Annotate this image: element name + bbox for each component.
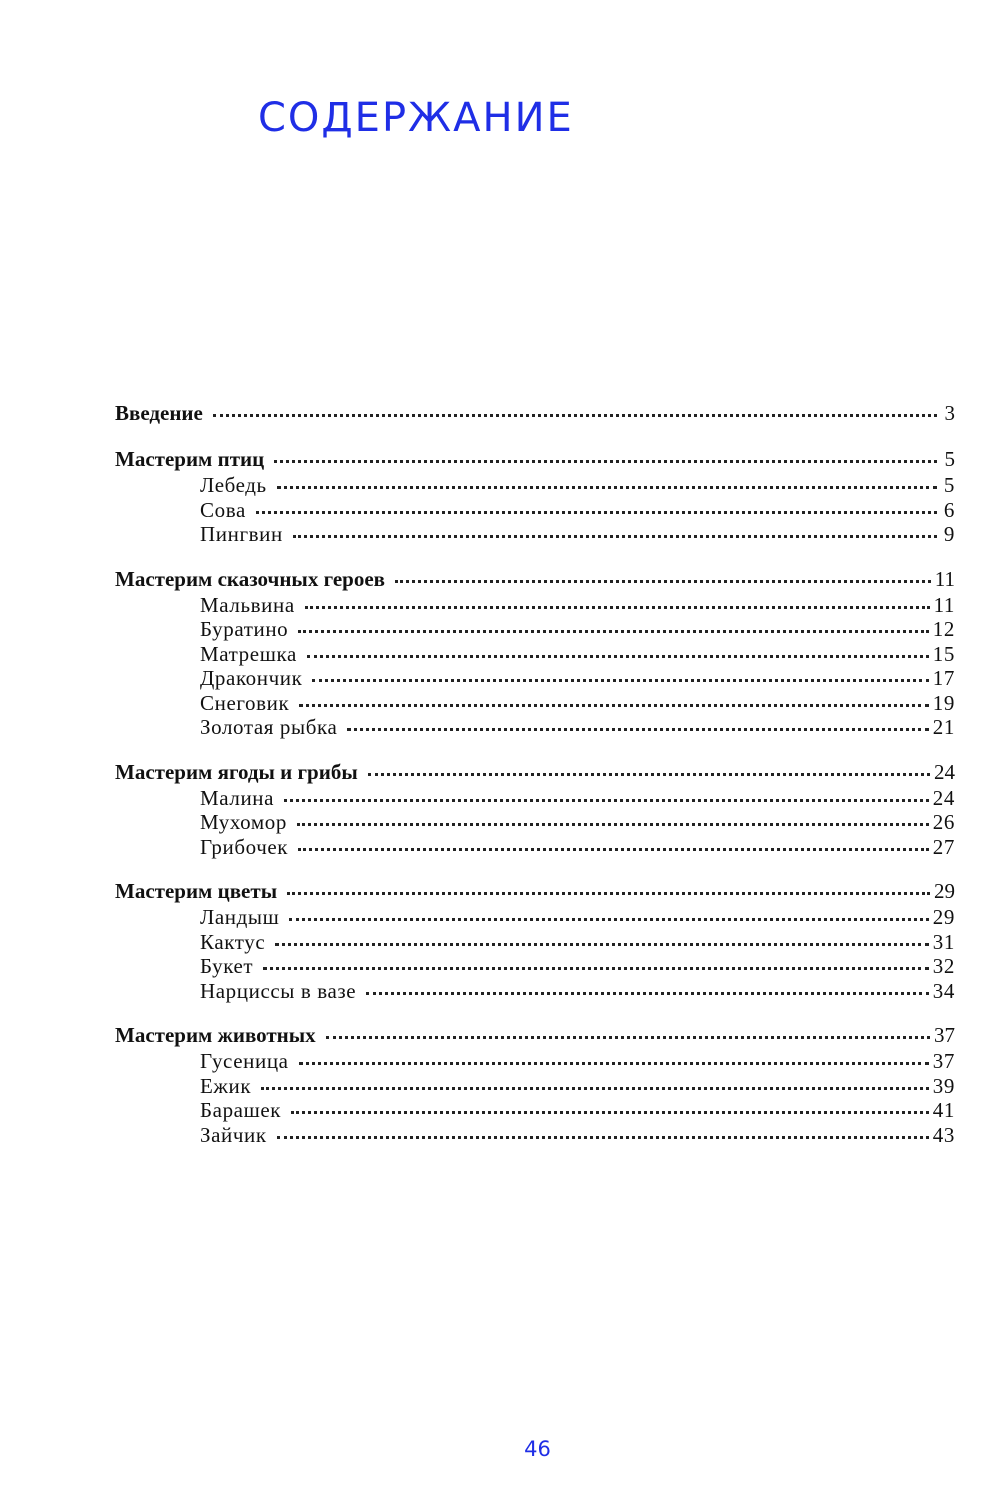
toc-entry-label: Барашек: [200, 1098, 282, 1122]
toc-entry-label: Кактус: [200, 929, 266, 954]
toc-entry-page: 19: [932, 690, 955, 715]
dot-leader: [299, 1056, 929, 1065]
toc-item[interactable]: [115, 642, 955, 667]
toc-entry-page: 39: [932, 1073, 955, 1098]
toc-section: [115, 878, 955, 1003]
toc-item[interactable]: [115, 522, 955, 547]
toc-entry-page: 37: [934, 1023, 955, 1047]
toc-entry-page: 37: [932, 1049, 955, 1073]
toc-section-heading[interactable]: [115, 878, 955, 905]
toc-item[interactable]: [115, 498, 955, 523]
page-number: 46: [524, 1437, 551, 1461]
toc-entry-page: 21: [932, 715, 955, 739]
toc-item[interactable]: [115, 473, 955, 498]
dot-leader: [298, 842, 929, 851]
dot-leader: [284, 793, 929, 802]
toc-section-heading[interactable]: [115, 1022, 955, 1049]
toc-item[interactable]: [115, 1123, 955, 1148]
toc-item[interactable]: [115, 593, 955, 618]
toc-section-heading[interactable]: [115, 400, 955, 427]
toc-section: [115, 1022, 955, 1147]
toc-item[interactable]: [115, 905, 955, 930]
toc-entry-page: 5: [944, 447, 955, 471]
dot-leader: [326, 1030, 930, 1039]
dot-leader: [298, 624, 929, 633]
toc-entry-label: Малина: [200, 785, 275, 810]
toc-entry-label: Мастерим сказочных героев: [115, 566, 385, 591]
toc-entry-label: Мастерим цветы: [115, 879, 278, 903]
toc-entry-page: 6: [943, 497, 955, 522]
toc-section-heading[interactable]: [115, 566, 955, 593]
toc-item[interactable]: [115, 954, 955, 979]
toc-entry-label: Матрешка: [200, 641, 297, 666]
toc-entry-label: Золотая рыбка: [200, 715, 338, 739]
dot-leader: [277, 1130, 929, 1139]
toc-entry-page: 34: [932, 978, 955, 1003]
toc-entry-page: 12: [932, 617, 955, 641]
dot-leader: [213, 408, 937, 417]
toc-entry-page: 29: [934, 879, 955, 903]
toc-item[interactable]: [115, 810, 955, 835]
toc-section-heading[interactable]: [115, 446, 955, 473]
toc-entry-page: 24: [934, 759, 955, 784]
table-of-contents: [115, 400, 955, 1166]
toc-item[interactable]: [115, 715, 955, 740]
toc-item[interactable]: [115, 666, 955, 691]
dot-leader: [289, 912, 928, 921]
toc-section: [115, 566, 955, 740]
toc-entry-label: Мастерим птиц: [115, 447, 265, 471]
toc-entry-label: Грибочек: [200, 834, 289, 859]
toc-entry-label: Зайчик: [200, 1122, 267, 1147]
toc-item[interactable]: [115, 1049, 955, 1074]
toc-section: [115, 446, 955, 547]
toc-section: [115, 759, 955, 860]
toc-item[interactable]: [115, 979, 955, 1004]
toc-item[interactable]: [115, 1098, 955, 1123]
toc-entry-page: 31: [932, 929, 955, 954]
dot-leader: [307, 649, 929, 658]
toc-entry-label: Пингвин: [200, 522, 283, 546]
toc-item[interactable]: [115, 617, 955, 642]
toc-entry-page: 5: [943, 473, 955, 497]
dot-leader: [299, 698, 928, 707]
dot-leader: [256, 505, 937, 514]
dot-leader: [287, 886, 930, 895]
toc-section-heading[interactable]: [115, 759, 955, 786]
dot-leader: [277, 480, 937, 489]
page-title: СОДЕРЖАНИЕ: [258, 95, 574, 141]
toc-entry-label: Мальвина: [200, 592, 295, 617]
toc-entry-page: 3: [944, 401, 955, 425]
toc-entry-page: 11: [934, 566, 955, 591]
toc-entry-label: Ежик: [200, 1073, 252, 1098]
dot-leader: [291, 1105, 929, 1114]
toc-entry-page: 9: [943, 522, 955, 546]
dot-leader: [293, 529, 937, 538]
toc-entry-label: Сова: [200, 497, 246, 522]
toc-item[interactable]: [115, 930, 955, 955]
toc-item[interactable]: [115, 691, 955, 716]
toc-entry-page: 27: [932, 834, 955, 859]
toc-entry-label: Мастерим ягоды и грибы: [115, 759, 358, 784]
toc-entry-page: 41: [932, 1098, 955, 1122]
toc-entry-label: Мастерим животных: [115, 1023, 316, 1047]
toc-section: [115, 400, 955, 427]
dot-leader: [297, 817, 929, 826]
toc-item[interactable]: [115, 835, 955, 860]
toc-entry-label: Ландыш: [200, 905, 280, 929]
toc-entry-page: 29: [932, 905, 955, 929]
toc-entry-label: Снеговик: [200, 690, 290, 715]
toc-entry-label: Нарциссы в вазе: [200, 978, 357, 1003]
toc-entry-page: 15: [932, 641, 955, 666]
dot-leader: [263, 961, 929, 970]
toc-entry-page: 11: [933, 592, 955, 617]
toc-entry-label: Буратино: [200, 617, 289, 641]
toc-entry-label: Букет: [200, 954, 254, 978]
toc-entry-label: Мухомор: [200, 810, 287, 834]
toc-entry-label: Гусеница: [200, 1049, 289, 1073]
dot-leader: [274, 454, 937, 463]
toc-entry-label: Лебедь: [200, 473, 267, 497]
toc-entry-page: 17: [932, 666, 955, 690]
dot-leader: [261, 1081, 929, 1090]
dot-leader: [395, 574, 931, 583]
toc-item[interactable]: [115, 1074, 955, 1099]
dot-leader: [305, 600, 930, 609]
toc-item[interactable]: [115, 786, 955, 811]
dot-leader: [275, 937, 928, 946]
dot-leader: [347, 722, 928, 731]
toc-entry-page: 24: [932, 785, 955, 810]
toc-entry-label: Дракончик: [200, 666, 303, 690]
toc-entry-page: 26: [932, 810, 955, 834]
toc-entry-label: Введение: [115, 401, 203, 425]
dot-leader: [312, 673, 928, 682]
dot-leader: [368, 767, 930, 776]
dot-leader: [366, 986, 929, 995]
toc-entry-page: 32: [932, 954, 955, 978]
toc-entry-page: 43: [932, 1122, 955, 1147]
